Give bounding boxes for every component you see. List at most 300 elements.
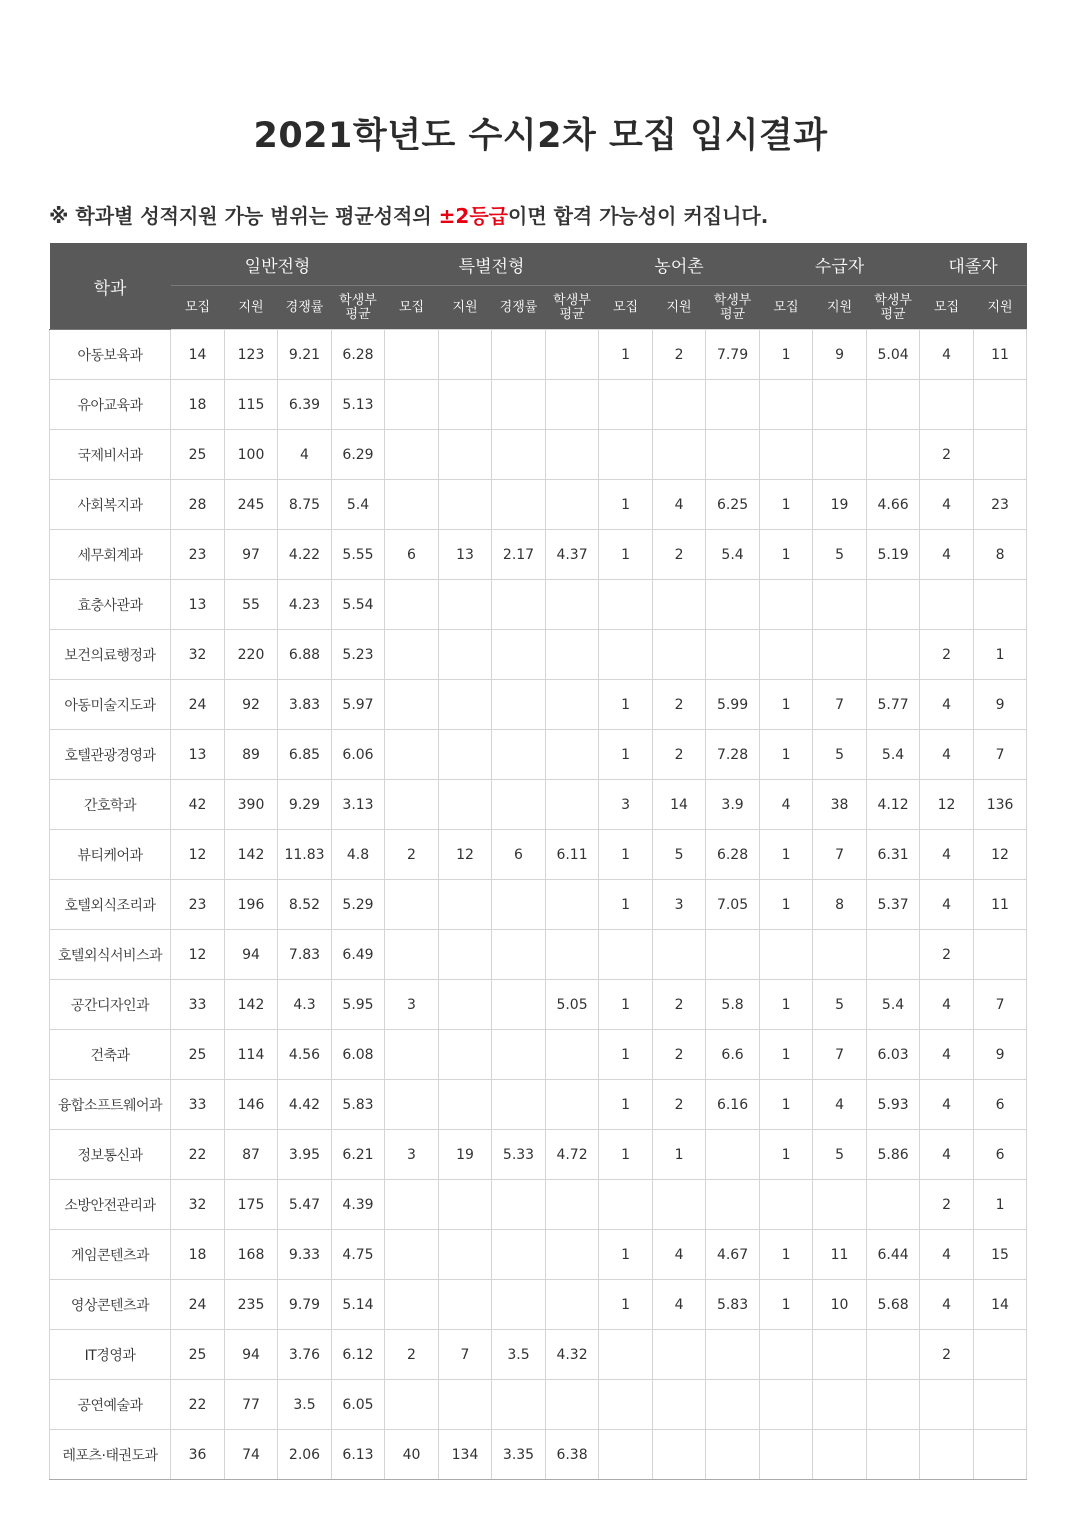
table-cell (867, 1380, 920, 1430)
table-cell: 13 (171, 730, 225, 780)
table-cell (867, 380, 920, 430)
table-cell: 32 (171, 1180, 225, 1230)
table-cell: 6.28 (706, 830, 760, 880)
table-cell: 6.21 (332, 1130, 385, 1180)
table-cell: 28 (171, 480, 225, 530)
table-cell: 6.39 (278, 380, 332, 430)
dept-name: 공간디자인과 (50, 980, 171, 1030)
table-cell: 115 (225, 380, 278, 430)
subheader-rural-apply: 지원 (653, 286, 706, 330)
table-cell: 6 (385, 530, 439, 580)
table-cell: 6.85 (278, 730, 332, 780)
table-cell (867, 1330, 920, 1380)
notice-suffix: 이면 합격 가능성이 커집니다. (508, 204, 769, 228)
table-cell (599, 1430, 653, 1480)
table-cell (492, 430, 546, 480)
table-cell: 4.75 (332, 1230, 385, 1280)
table-cell: 5.68 (867, 1280, 920, 1330)
table-cell: 4.32 (546, 1330, 599, 1380)
table-cell: 5.33 (492, 1130, 546, 1180)
table-cell: 14 (171, 330, 225, 380)
table-cell: 1 (974, 630, 1027, 680)
subheader-graduate-recruit: 모집 (920, 286, 974, 330)
table-cell (920, 1380, 974, 1430)
table-cell: 92 (225, 680, 278, 730)
table-cell: 1 (599, 530, 653, 580)
table-cell: 13 (171, 580, 225, 630)
table-cell: 220 (225, 630, 278, 680)
table-cell: 6.03 (867, 1030, 920, 1080)
table-cell (706, 1380, 760, 1430)
dept-name: 뷰티케어과 (50, 830, 171, 880)
table-cell (439, 780, 492, 830)
table-cell: 97 (225, 530, 278, 580)
table-cell (760, 930, 813, 980)
table-cell: 89 (225, 730, 278, 780)
subheader-special-apply: 지원 (439, 286, 492, 330)
table-cell (492, 380, 546, 430)
table-cell: 9.21 (278, 330, 332, 380)
subheader-avg-line1: 학생부 (553, 292, 591, 308)
table-cell: 9 (813, 330, 867, 380)
table-cell (385, 680, 439, 730)
table-cell: 38 (813, 780, 867, 830)
table-cell: 1 (599, 980, 653, 1030)
table-row (50, 630, 1027, 680)
table-cell: 4 (920, 730, 974, 780)
notice-highlight: ±2등급 (438, 204, 508, 228)
dept-name: 효충사관과 (50, 580, 171, 630)
table-cell (546, 630, 599, 680)
table-cell (974, 930, 1027, 980)
dept-name: 소방안전관리과 (50, 1180, 171, 1230)
table-cell (385, 930, 439, 980)
header-group-special: 특별전형 (385, 243, 599, 286)
table-cell: 4.22 (278, 530, 332, 580)
table-cell: 4 (920, 830, 974, 880)
table-cell: 5.29 (332, 880, 385, 930)
table-cell: 87 (225, 1130, 278, 1180)
table-cell: 24 (171, 1280, 225, 1330)
table-cell: 12 (439, 830, 492, 880)
table-cell (492, 980, 546, 1030)
table-cell: 1 (760, 730, 813, 780)
table-cell: 5.47 (278, 1180, 332, 1230)
table-cell: 40 (385, 1430, 439, 1480)
table-cell (974, 1430, 1027, 1480)
table-cell: 5 (813, 1130, 867, 1180)
table-cell: 1 (599, 480, 653, 530)
table-cell (599, 930, 653, 980)
table-cell (385, 330, 439, 380)
table-cell: 7 (813, 1030, 867, 1080)
subheader-avg-line1: 학생부 (713, 292, 752, 308)
table-cell: 2 (653, 330, 706, 380)
table-cell: 11 (974, 880, 1027, 930)
table-cell (492, 1280, 546, 1330)
table-cell: 19 (439, 1130, 492, 1180)
table-cell: 2 (920, 630, 974, 680)
results-table (49, 243, 1027, 1480)
table-cell: 1 (760, 530, 813, 580)
table-cell (439, 930, 492, 980)
table-cell: 4 (920, 1230, 974, 1280)
table-cell (653, 380, 706, 430)
table-cell (385, 1030, 439, 1080)
dept-name: 게임콘텐츠과 (50, 1230, 171, 1280)
table-cell: 5.93 (867, 1080, 920, 1130)
table-cell: 6.06 (332, 730, 385, 780)
table-cell: 5 (653, 830, 706, 880)
table-cell: 1 (760, 980, 813, 1030)
table-cell: 1 (760, 1030, 813, 1080)
table-cell (492, 1230, 546, 1280)
table-cell: 1 (760, 480, 813, 530)
dept-name: 유아교육과 (50, 380, 171, 430)
table-cell (706, 430, 760, 480)
table-cell (439, 630, 492, 680)
table-cell: 5.4 (706, 530, 760, 580)
table-cell: 6.49 (332, 930, 385, 980)
table-cell: 136 (974, 780, 1027, 830)
table-cell (439, 480, 492, 530)
table-cell (385, 1080, 439, 1130)
table-cell: 4 (920, 880, 974, 930)
table-cell (439, 680, 492, 730)
dept-name: 융합소프트웨어과 (50, 1080, 171, 1130)
table-cell: 6.05 (332, 1380, 385, 1430)
subheader-graduate-apply: 지원 (974, 286, 1027, 330)
table-cell: 2.17 (492, 530, 546, 580)
table-cell: 6.29 (332, 430, 385, 480)
table-cell: 3.35 (492, 1430, 546, 1480)
table-cell: 146 (225, 1080, 278, 1130)
dept-name: 세무회계과 (50, 530, 171, 580)
table-cell: 175 (225, 1180, 278, 1230)
table-cell (385, 380, 439, 430)
subheader-avg-line2: 평균 (719, 306, 746, 322)
table-cell: 4 (653, 1280, 706, 1330)
table-cell: 14 (974, 1280, 1027, 1330)
table-cell: 4 (920, 1030, 974, 1080)
table-cell: 4.23 (278, 580, 332, 630)
table-cell: 6.13 (332, 1430, 385, 1480)
table-cell: 5.55 (332, 530, 385, 580)
subheader-general-recruit: 모집 (171, 286, 225, 330)
table-row (50, 530, 1027, 580)
table-cell: 1 (760, 680, 813, 730)
dept-name: 공연예술과 (50, 1380, 171, 1430)
table-cell (546, 730, 599, 780)
table-cell: 5.86 (867, 1130, 920, 1180)
table-row (50, 1230, 1027, 1280)
table-cell (813, 1380, 867, 1430)
table-cell: 5.04 (867, 330, 920, 380)
header-dept: 학과 (50, 243, 171, 330)
table-cell: 22 (171, 1380, 225, 1430)
table-cell (760, 1180, 813, 1230)
table-cell (546, 380, 599, 430)
table-cell: 4 (920, 480, 974, 530)
table-cell: 9.29 (278, 780, 332, 830)
table-cell: 4 (920, 1130, 974, 1180)
table-cell: 7.28 (706, 730, 760, 780)
table-cell: 5.8 (706, 980, 760, 1030)
table-cell: 33 (171, 1080, 225, 1130)
subheader-special-recruit: 모집 (385, 286, 439, 330)
table-cell: 5.97 (332, 680, 385, 730)
dept-name: IT경영과 (50, 1330, 171, 1380)
table-cell: 5.4 (867, 730, 920, 780)
table-cell: 5.83 (706, 1280, 760, 1330)
dept-name: 레포츠·태권도과 (50, 1430, 171, 1480)
table-cell: 7 (813, 830, 867, 880)
table-cell: 6.44 (867, 1230, 920, 1280)
table-cell: 1 (599, 830, 653, 880)
table-cell: 1 (760, 880, 813, 930)
table-cell: 9 (974, 680, 1027, 730)
table-cell (760, 1330, 813, 1380)
table-row (50, 980, 1027, 1030)
table-cell: 5 (813, 730, 867, 780)
table-cell: 4.3 (278, 980, 332, 1030)
table-cell: 5.54 (332, 580, 385, 630)
table-cell: 5.95 (332, 980, 385, 1030)
table-cell: 74 (225, 1430, 278, 1480)
table-cell (599, 380, 653, 430)
table-cell (813, 580, 867, 630)
table-cell (974, 1330, 1027, 1380)
table-cell: 142 (225, 830, 278, 880)
table-cell: 5.4 (867, 980, 920, 1030)
subheader-general-apply: 지원 (225, 286, 278, 330)
table-cell (867, 1180, 920, 1230)
table-cell (439, 1080, 492, 1130)
table-cell: 55 (225, 580, 278, 630)
table-cell: 114 (225, 1030, 278, 1080)
table-cell: 6.28 (332, 330, 385, 380)
table-cell: 2 (920, 930, 974, 980)
table-cell (546, 1280, 599, 1330)
table-cell (492, 1030, 546, 1080)
dept-name: 건축과 (50, 1030, 171, 1080)
table-cell: 6.88 (278, 630, 332, 680)
table-cell: 1 (760, 1130, 813, 1180)
dept-name: 보건의료행정과 (50, 630, 171, 680)
results-body (50, 330, 1027, 1480)
table-row (50, 730, 1027, 780)
table-cell: 7 (813, 680, 867, 730)
table-row (50, 880, 1027, 930)
table-cell: 5.23 (332, 630, 385, 680)
table-row (50, 1430, 1027, 1480)
subheader-avg-line1: 학생부 (339, 292, 377, 308)
dept-name: 사회복지과 (50, 480, 171, 530)
table-cell: 4 (920, 530, 974, 580)
table-cell: 1 (599, 680, 653, 730)
table-cell: 8.52 (278, 880, 332, 930)
table-cell (706, 1430, 760, 1480)
table-cell: 2 (920, 1330, 974, 1380)
table-cell: 94 (225, 1330, 278, 1380)
table-cell: 6.6 (706, 1030, 760, 1080)
table-cell (439, 880, 492, 930)
table-cell: 5.37 (867, 880, 920, 930)
table-cell (439, 1180, 492, 1230)
table-cell (599, 1330, 653, 1380)
table-cell: 9 (974, 1030, 1027, 1080)
subheader-welfare-avg (867, 286, 920, 330)
table-cell: 1 (599, 1080, 653, 1130)
table-cell: 2 (385, 1330, 439, 1380)
table-cell: 1 (599, 330, 653, 380)
table-row (50, 680, 1027, 730)
table-row (50, 330, 1027, 380)
table-cell (813, 1330, 867, 1380)
table-cell (439, 1230, 492, 1280)
table-cell: 25 (171, 1330, 225, 1380)
table-cell (492, 1180, 546, 1230)
table-cell (813, 630, 867, 680)
table-cell: 12 (920, 780, 974, 830)
table-cell: 1 (974, 1180, 1027, 1230)
table-cell: 4.66 (867, 480, 920, 530)
table-cell: 19 (813, 480, 867, 530)
table-cell: 36 (171, 1430, 225, 1480)
table-cell (385, 480, 439, 530)
dept-name: 국제비서과 (50, 430, 171, 480)
table-row (50, 830, 1027, 880)
table-cell: 14 (653, 780, 706, 830)
table-cell: 5 (813, 530, 867, 580)
table-cell: 6.38 (546, 1430, 599, 1480)
table-cell (760, 630, 813, 680)
dept-name: 아동미술지도과 (50, 680, 171, 730)
table-cell: 5.19 (867, 530, 920, 580)
table-cell: 5.77 (867, 680, 920, 730)
table-cell (492, 780, 546, 830)
table-cell (439, 580, 492, 630)
table-row (50, 930, 1027, 980)
table-cell (492, 330, 546, 380)
table-cell (760, 380, 813, 430)
table-cell (974, 580, 1027, 630)
table-cell (492, 480, 546, 530)
table-cell (867, 930, 920, 980)
table-cell (653, 1430, 706, 1480)
table-cell: 1 (599, 1130, 653, 1180)
table-cell: 245 (225, 480, 278, 530)
table-cell: 6.31 (867, 830, 920, 880)
table-cell: 2 (653, 980, 706, 1030)
table-cell: 1 (599, 1030, 653, 1080)
table-row (50, 480, 1027, 530)
table-cell: 3.83 (278, 680, 332, 730)
table-cell: 4 (920, 1280, 974, 1330)
table-cell (385, 730, 439, 780)
table-cell: 1 (760, 1280, 813, 1330)
table-cell (546, 680, 599, 730)
table-cell (760, 430, 813, 480)
table-cell: 15 (974, 1230, 1027, 1280)
table-cell (546, 780, 599, 830)
table-cell: 4.72 (546, 1130, 599, 1180)
dept-name: 호텔외식조리과 (50, 880, 171, 930)
table-cell (546, 580, 599, 630)
table-cell: 9.79 (278, 1280, 332, 1330)
table-cell (599, 630, 653, 680)
table-cell: 6.16 (706, 1080, 760, 1130)
subheader-special-avg (546, 286, 599, 330)
table-cell (546, 880, 599, 930)
page-title: 2021학년도 수시2차 모집 입시결과 (253, 116, 828, 156)
table-row (50, 1080, 1027, 1130)
table-cell (385, 780, 439, 830)
table-cell: 3.95 (278, 1130, 332, 1180)
table-cell: 7 (439, 1330, 492, 1380)
table-cell (546, 1080, 599, 1130)
table-cell: 10 (813, 1280, 867, 1330)
table-cell (599, 430, 653, 480)
table-cell (492, 930, 546, 980)
table-cell (385, 630, 439, 680)
table-cell: 9.33 (278, 1230, 332, 1280)
table-cell: 123 (225, 330, 278, 380)
table-cell: 390 (225, 780, 278, 830)
subheader-general-ratio: 경쟁률 (278, 286, 332, 330)
table-cell (706, 630, 760, 680)
table-cell: 4 (653, 1230, 706, 1280)
table-row (50, 1330, 1027, 1380)
table-cell: 23 (974, 480, 1027, 530)
table-cell: 1 (599, 730, 653, 780)
dept-name: 호텔외식서비스과 (50, 930, 171, 980)
table-cell: 100 (225, 430, 278, 480)
table-cell (546, 480, 599, 530)
table-cell (492, 880, 546, 930)
table-cell (813, 430, 867, 480)
table-cell: 4 (920, 680, 974, 730)
table-cell (492, 730, 546, 780)
table-row (50, 580, 1027, 630)
table-cell: 12 (974, 830, 1027, 880)
table-cell (492, 630, 546, 680)
table-cell: 4.12 (867, 780, 920, 830)
dept-name: 아동보육과 (50, 330, 171, 380)
table-cell: 7 (974, 730, 1027, 780)
table-cell: 142 (225, 980, 278, 1030)
table-cell: 6.11 (546, 830, 599, 880)
header-group-general: 일반전형 (171, 243, 385, 286)
dept-name: 정보통신과 (50, 1130, 171, 1180)
subheader-rural-recruit: 모집 (599, 286, 653, 330)
table-cell: 2 (385, 830, 439, 880)
table-cell: 1 (760, 330, 813, 380)
subheader-avg-line2: 평균 (345, 306, 371, 322)
table-cell: 8 (813, 880, 867, 930)
table-cell: 4 (278, 430, 332, 480)
table-cell (599, 1180, 653, 1230)
table-cell (546, 1380, 599, 1430)
table-cell: 2 (653, 730, 706, 780)
table-row (50, 780, 1027, 830)
table-cell: 168 (225, 1230, 278, 1280)
table-cell (385, 1180, 439, 1230)
header-group-graduate: 대졸자 (920, 243, 1027, 286)
table-cell: 4.37 (546, 530, 599, 580)
table-cell (439, 430, 492, 480)
table-cell: 7.05 (706, 880, 760, 930)
